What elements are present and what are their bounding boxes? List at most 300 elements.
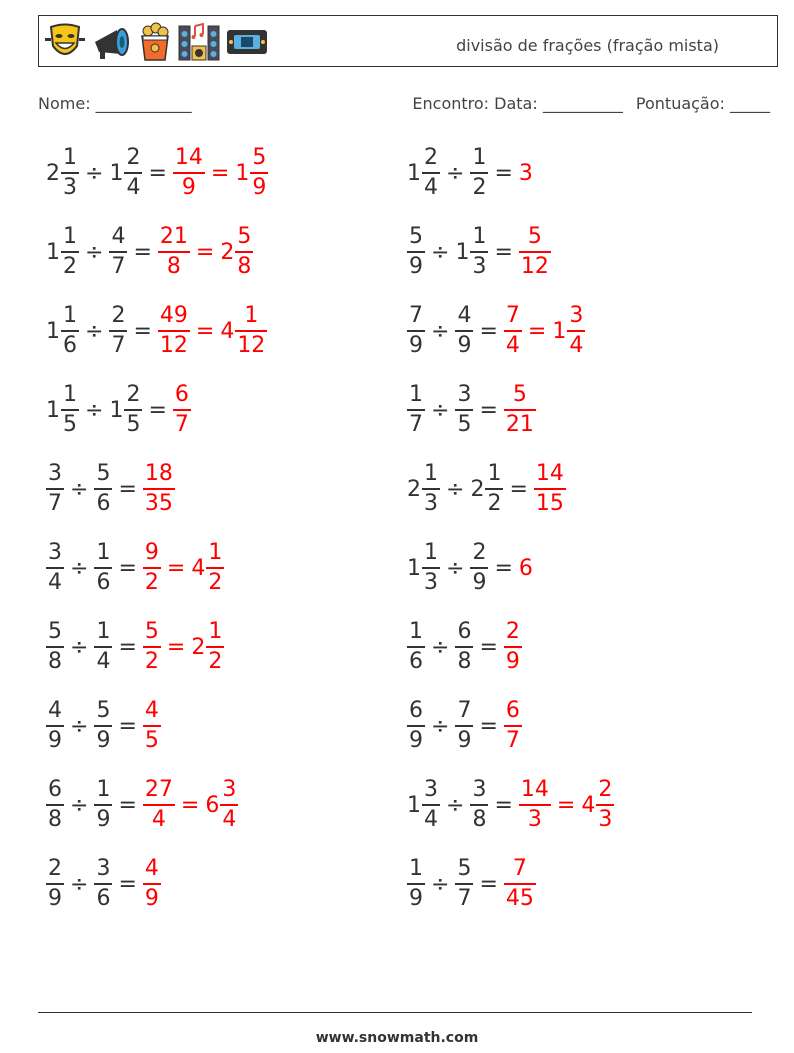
- divisor-fraction: [109, 226, 127, 278]
- answer-improper-denominator: 2: [144, 648, 159, 674]
- answer-improper-fraction: [519, 226, 551, 278]
- answer-improper-numerator: 4: [144, 856, 159, 882]
- answer-improper-denominator: 5: [144, 727, 159, 753]
- divisor-denominator: 4: [96, 648, 111, 674]
- equals-sign: =: [118, 792, 137, 818]
- answer-improper: [504, 305, 522, 357]
- dividend-fraction: [407, 858, 425, 910]
- answer-improper-numerator: 5: [512, 382, 527, 408]
- answer-improper-whole: 6: [518, 555, 533, 581]
- dividend-fraction: [407, 621, 425, 673]
- answer-mixed: [191, 621, 224, 673]
- dividend-fraction: [407, 700, 425, 752]
- answer-mixed-numerator: 3: [222, 777, 237, 803]
- dividend-numerator: 1: [409, 382, 423, 408]
- divisor: [109, 384, 142, 436]
- answer-improper-fraction: [143, 700, 161, 752]
- divisor: [470, 147, 488, 199]
- dividend-denominator: 5: [63, 411, 77, 437]
- dividend-whole: 1: [46, 239, 60, 265]
- dividend-whole: 1: [46, 318, 60, 344]
- problem-6: [407, 301, 585, 361]
- problem-2: [407, 143, 534, 203]
- answer-improper-fraction: [504, 305, 522, 357]
- divide-sign: ÷: [85, 397, 104, 423]
- dividend: [46, 700, 64, 752]
- answer: [504, 700, 522, 752]
- answer-mixed-whole: 1: [552, 318, 567, 344]
- answer: [504, 858, 536, 910]
- divisor-denominator: 9: [96, 727, 111, 753]
- divisor: [455, 305, 473, 357]
- divisor-numerator: 1: [472, 145, 487, 171]
- answer-improper-denominator: 9: [181, 174, 196, 200]
- answer-improper: [143, 779, 175, 831]
- problem-19: [46, 854, 161, 914]
- answer-improper: [519, 556, 534, 581]
- divisor-numerator: 1: [472, 224, 487, 250]
- dividend: [46, 226, 79, 278]
- answer-improper-numerator: 49: [159, 303, 188, 329]
- answer-mixed-fraction: [206, 542, 224, 594]
- answer-equals-sign: =: [166, 634, 186, 660]
- problem-17: [46, 775, 238, 835]
- equals-sign: =: [494, 160, 513, 186]
- answer-mixed-numerator: 5: [237, 224, 252, 250]
- dividend: [407, 779, 440, 831]
- divisor-fraction: [485, 463, 503, 515]
- answer-mixed: [191, 542, 224, 594]
- answer-improper-denominator: 12: [159, 332, 188, 358]
- dividend-numerator: 6: [48, 777, 62, 803]
- dividend-numerator: 1: [409, 856, 423, 882]
- answer-improper-denominator: 4: [505, 332, 520, 358]
- dividend: [46, 858, 64, 910]
- answer-improper-denominator: 8: [166, 253, 181, 279]
- answer-improper-fraction: [143, 858, 161, 910]
- answer-mixed-denominator: 12: [237, 332, 266, 358]
- answer-mixed: [235, 147, 268, 199]
- answer-mixed: [220, 226, 253, 278]
- answer-mixed-fraction: [206, 621, 224, 673]
- answer-improper-fraction: [158, 305, 190, 357]
- divisor-denominator: 8: [457, 648, 472, 674]
- answer-improper-numerator: 14: [174, 145, 203, 171]
- dividend-denominator: 8: [48, 806, 62, 832]
- answer-improper-fraction: [143, 621, 161, 673]
- answer-improper-fraction: [173, 147, 205, 199]
- dividend: [46, 305, 79, 357]
- equals-sign: =: [494, 555, 513, 581]
- answer-mixed-denominator: 4: [222, 806, 237, 832]
- problem-3: [46, 222, 253, 282]
- footer-url: www.snowmath.com: [315, 1030, 479, 1046]
- answer-improper-fraction: [173, 384, 191, 436]
- divide-sign: ÷: [446, 160, 465, 186]
- dividend-denominator: 6: [409, 648, 423, 674]
- divisor-denominator: 9: [457, 727, 472, 753]
- dividend-numerator: 5: [48, 619, 62, 645]
- problem-15: [46, 696, 161, 756]
- equals-sign: =: [479, 634, 498, 660]
- answer-improper-numerator: 18: [144, 461, 173, 487]
- equals-sign: =: [118, 634, 137, 660]
- divisor-denominator: 6: [96, 490, 111, 516]
- dividend-numerator: 5: [409, 224, 423, 250]
- answer-improper: [158, 226, 190, 278]
- answer-improper-numerator: 9: [144, 540, 159, 566]
- answer-mixed-numerator: 1: [208, 619, 223, 645]
- dividend: [407, 700, 425, 752]
- answer-improper-numerator: 7: [505, 303, 520, 329]
- answer-improper-numerator: 21: [159, 224, 188, 250]
- divisor-whole: 1: [109, 160, 124, 186]
- dividend-denominator: 4: [424, 806, 438, 832]
- answer: [504, 621, 522, 673]
- dividend: [46, 384, 79, 436]
- dividend-denominator: 9: [409, 253, 423, 279]
- divisor-whole: 1: [109, 397, 124, 423]
- dividend: [46, 621, 64, 673]
- divisor-numerator: 2: [472, 540, 487, 566]
- divisor-denominator: 9: [472, 569, 487, 595]
- divisor-numerator: 1: [487, 461, 502, 487]
- divide-sign: ÷: [85, 239, 104, 265]
- answer-mixed-numerator: 3: [569, 303, 584, 329]
- answer-mixed: [552, 305, 585, 357]
- problem-14: [407, 617, 522, 677]
- equals-sign: =: [479, 871, 498, 897]
- name-field-label: Nome: ____________: [38, 94, 192, 113]
- answer-improper-denominator: 9: [505, 648, 520, 674]
- answer-improper-numerator: 14: [520, 777, 549, 803]
- dividend-numerator: 3: [424, 777, 438, 803]
- problem-10: [407, 459, 566, 519]
- divisor-numerator: 5: [457, 856, 472, 882]
- dividend-fraction: [46, 542, 64, 594]
- divisor: [94, 463, 112, 515]
- footer-divider: [38, 1012, 752, 1013]
- dividend: [407, 858, 425, 910]
- divisor-fraction: [124, 384, 142, 436]
- divisor: [94, 700, 112, 752]
- divisor-numerator: 3: [457, 382, 472, 408]
- answer-improper: [519, 226, 551, 278]
- answer-improper-numerator: 6: [174, 382, 189, 408]
- divisor-fraction: [455, 700, 473, 752]
- divisor-denominator: 6: [96, 885, 111, 911]
- answer: [173, 147, 268, 199]
- answer-improper-fraction: [158, 226, 190, 278]
- dividend-fraction: [46, 463, 64, 515]
- dividend-numerator: 1: [63, 382, 77, 408]
- popcorn-icon: [137, 22, 173, 62]
- answer-improper-denominator: 9: [144, 885, 159, 911]
- answer-improper: [504, 621, 522, 673]
- problem-12: [407, 538, 534, 598]
- equals-sign: =: [133, 318, 152, 344]
- dividend-numerator: 4: [48, 698, 62, 724]
- answer-mixed-fraction: [220, 779, 238, 831]
- answer: [173, 384, 191, 436]
- answer-improper-fraction: [143, 779, 175, 831]
- divisor-fraction: [455, 858, 473, 910]
- answer-improper-numerator: 4: [144, 698, 159, 724]
- header-box: [38, 15, 778, 67]
- divisor-numerator: 7: [457, 698, 472, 724]
- answer-mixed-fraction: [235, 305, 267, 357]
- answer-improper-numerator: 5: [144, 619, 159, 645]
- dividend-denominator: 8: [48, 648, 62, 674]
- answer-improper-fraction: [504, 621, 522, 673]
- answer: [143, 621, 224, 673]
- equals-sign: =: [494, 239, 513, 265]
- dividend-fraction: [422, 779, 440, 831]
- answer-mixed-fraction: [596, 779, 614, 831]
- divisor-numerator: 3: [472, 777, 487, 803]
- answer: [143, 700, 161, 752]
- dividend-numerator: 1: [63, 224, 77, 250]
- answer: [158, 305, 267, 357]
- answer-improper-fraction: [504, 700, 522, 752]
- divisor: [94, 858, 112, 910]
- answer-improper-numerator: 14: [535, 461, 564, 487]
- answer: [519, 226, 551, 278]
- divisor-fraction: [470, 147, 488, 199]
- divisor-fraction: [94, 779, 112, 831]
- answer: [504, 384, 536, 436]
- divisor-numerator: 4: [457, 303, 472, 329]
- answer-improper-fraction: [504, 384, 536, 436]
- divide-sign: ÷: [446, 476, 465, 502]
- dividend-whole: 1: [407, 792, 421, 818]
- dividend: [407, 384, 425, 436]
- divide-sign: ÷: [431, 713, 450, 739]
- answer-mixed-numerator: 1: [208, 540, 223, 566]
- divisor-denominator: 5: [457, 411, 472, 437]
- equals-sign: =: [479, 713, 498, 739]
- dividend-denominator: 4: [424, 174, 438, 200]
- answer-mixed: [220, 305, 267, 357]
- answer: [143, 542, 224, 594]
- divisor-whole: 2: [470, 476, 485, 502]
- dividend-denominator: 9: [409, 727, 423, 753]
- dividend-fraction: [61, 384, 79, 436]
- answer-improper-denominator: 4: [151, 806, 166, 832]
- answer-improper-denominator: 21: [505, 411, 534, 437]
- answer-mixed-whole: 4: [191, 555, 206, 581]
- dividend-numerator: 3: [48, 461, 62, 487]
- megaphone-icon: [91, 22, 133, 62]
- problem-20: [407, 854, 536, 914]
- dividend-denominator: 7: [48, 490, 62, 516]
- divisor-denominator: 6: [96, 569, 111, 595]
- divisor: [455, 226, 488, 278]
- dividend-denominator: 3: [424, 490, 438, 516]
- equals-sign: =: [118, 476, 137, 502]
- divisor: [455, 700, 473, 752]
- answer-mixed-fraction: [567, 305, 585, 357]
- answer-improper-denominator: 7: [174, 411, 189, 437]
- dividend-denominator: 6: [63, 332, 77, 358]
- answer-equals-sign: =: [195, 318, 215, 344]
- answer-mixed-whole: 2: [191, 634, 206, 660]
- divisor: [109, 305, 127, 357]
- worksheet-title: divisão de frações (fração mista): [456, 36, 719, 55]
- answer: [519, 161, 534, 186]
- divisor-numerator: 2: [111, 303, 126, 329]
- dividend: [46, 542, 64, 594]
- vhs-tape-icon: [225, 22, 269, 62]
- divisor-fraction: [94, 700, 112, 752]
- meta-right: [404, 94, 770, 113]
- divide-sign: ÷: [70, 792, 89, 818]
- answer-improper: [143, 621, 161, 673]
- divisor-fraction: [470, 226, 488, 278]
- answer-mixed-denominator: 4: [569, 332, 584, 358]
- answer-mixed-denominator: 3: [598, 806, 613, 832]
- equals-sign: =: [118, 555, 137, 581]
- problem-13: [46, 617, 224, 677]
- divisor: [94, 542, 112, 594]
- problem-16: [407, 696, 522, 756]
- divisor-numerator: 1: [96, 777, 111, 803]
- equals-sign: =: [133, 239, 152, 265]
- dividend-fraction: [46, 700, 64, 752]
- answer-improper-whole: 3: [518, 160, 533, 186]
- divisor-denominator: 7: [457, 885, 472, 911]
- answer-improper: [143, 700, 161, 752]
- dividend-fraction: [46, 621, 64, 673]
- dividend-fraction: [422, 542, 440, 594]
- answer-mixed-whole: 6: [205, 792, 220, 818]
- dividend-fraction: [61, 226, 79, 278]
- divisor-denominator: 4: [126, 174, 141, 200]
- divisor: [470, 463, 503, 515]
- divide-sign: ÷: [85, 160, 104, 186]
- dividend-whole: 2: [407, 476, 421, 502]
- answer-mixed: [205, 779, 238, 831]
- divisor-fraction: [470, 542, 488, 594]
- divide-sign: ÷: [85, 318, 104, 344]
- answer-improper: [519, 161, 534, 186]
- equals-sign: =: [148, 160, 167, 186]
- answer-improper: [173, 384, 191, 436]
- answer-improper-numerator: 5: [527, 224, 542, 250]
- answer-improper-denominator: 15: [535, 490, 564, 516]
- equals-sign: =: [479, 397, 498, 423]
- answer-mixed-whole: 4: [581, 792, 596, 818]
- answer-improper: [504, 700, 522, 752]
- answer-improper-denominator: 3: [527, 806, 542, 832]
- dividend-fraction: [422, 463, 440, 515]
- problem-4: [407, 222, 551, 282]
- answer: [519, 779, 614, 831]
- answer-mixed-numerator: 5: [252, 145, 267, 171]
- answer-improper-denominator: 7: [505, 727, 520, 753]
- answer-mixed-denominator: 2: [208, 569, 223, 595]
- dividend-numerator: 1: [424, 540, 438, 566]
- divide-sign: ÷: [446, 555, 465, 581]
- divisor-numerator: 2: [126, 145, 141, 171]
- answer: [534, 463, 566, 515]
- dividend-numerator: 1: [424, 461, 438, 487]
- dividend-whole: 1: [407, 555, 421, 581]
- divisor-denominator: 5: [126, 411, 141, 437]
- answer-equals-sign: =: [180, 792, 200, 818]
- divisor-fraction: [109, 305, 127, 357]
- dividend: [407, 621, 425, 673]
- divisor-fraction: [124, 147, 142, 199]
- divisor-denominator: 2: [472, 174, 487, 200]
- divisor: [470, 779, 488, 831]
- dividend-fraction: [407, 226, 425, 278]
- answer-improper-fraction: [534, 463, 566, 515]
- dividend-numerator: 1: [409, 619, 423, 645]
- answer-improper: [158, 305, 190, 357]
- divide-sign: ÷: [70, 634, 89, 660]
- answer-mixed-whole: 2: [220, 239, 235, 265]
- dividend-denominator: 3: [63, 174, 77, 200]
- divisor: [94, 621, 112, 673]
- dividend-fraction: [61, 305, 79, 357]
- dividend-denominator: 9: [409, 332, 423, 358]
- dividend-whole: 1: [46, 397, 60, 423]
- equals-sign: =: [118, 713, 137, 739]
- divisor-numerator: 1: [96, 540, 111, 566]
- dividend: [46, 147, 79, 199]
- dividend-whole: 2: [46, 160, 60, 186]
- divisor-denominator: 9: [96, 806, 111, 832]
- answer-improper-fraction: [504, 858, 536, 910]
- dividend-denominator: 9: [409, 885, 423, 911]
- answer-improper-fraction: [519, 779, 551, 831]
- divide-sign: ÷: [70, 871, 89, 897]
- answer: [519, 556, 534, 581]
- answer-mixed-whole: 1: [235, 160, 250, 186]
- dividend: [46, 779, 64, 831]
- answer-equals-sign: =: [166, 555, 186, 581]
- answer-improper-numerator: 2: [505, 619, 520, 645]
- divisor-denominator: 7: [111, 332, 126, 358]
- problem-7: [46, 380, 191, 440]
- answer-mixed-denominator: 8: [237, 253, 252, 279]
- answer-equals-sign: =: [195, 239, 215, 265]
- problem-1: [46, 143, 268, 203]
- dividend-whole: 1: [407, 160, 421, 186]
- answer-improper-fraction: [143, 463, 175, 515]
- speaker-system-icon: [177, 22, 221, 62]
- dividend: [46, 463, 64, 515]
- dividend-numerator: 1: [63, 303, 77, 329]
- divide-sign: ÷: [446, 792, 465, 818]
- answer-equals-sign: =: [556, 792, 576, 818]
- divisor-fraction: [94, 621, 112, 673]
- answer-improper: [173, 147, 205, 199]
- problem-18: [407, 775, 614, 835]
- divisor-fraction: [455, 621, 473, 673]
- divisor-numerator: 4: [111, 224, 126, 250]
- answer-equals-sign: =: [527, 318, 547, 344]
- answer: [143, 463, 175, 515]
- equals-sign: =: [118, 871, 137, 897]
- dividend-numerator: 2: [48, 856, 62, 882]
- equals-sign: =: [494, 792, 513, 818]
- dividend-fraction: [407, 305, 425, 357]
- dividend-fraction: [422, 147, 440, 199]
- dividend-fraction: [46, 779, 64, 831]
- dividend: [407, 542, 440, 594]
